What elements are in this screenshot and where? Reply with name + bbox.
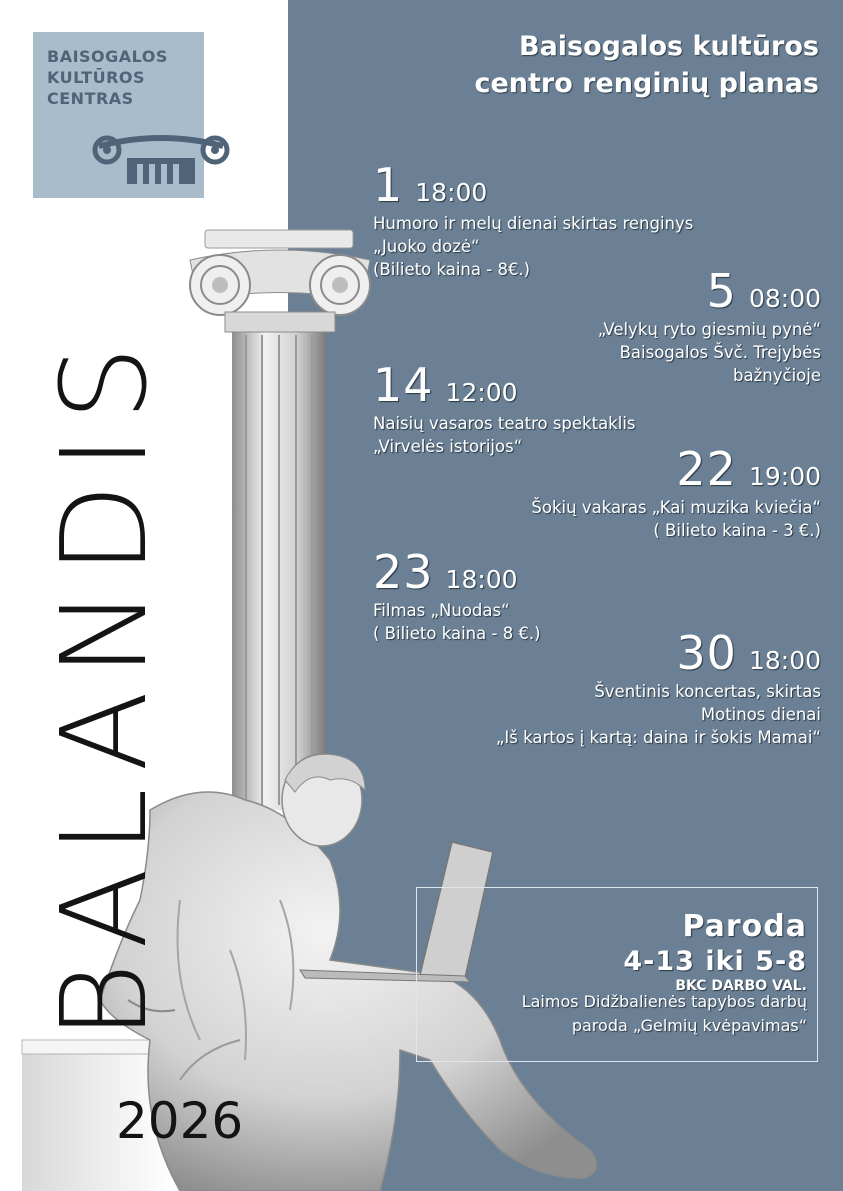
event-day: 14 xyxy=(373,358,434,412)
event-time: 18:00 xyxy=(415,178,488,207)
year: 2026 xyxy=(116,1092,244,1150)
event-line: (Bilieto kaina - 8€.) xyxy=(373,260,531,279)
event-time: 18:00 xyxy=(748,646,821,675)
page-title xyxy=(474,28,819,102)
event-line: ( Bilieto kaina - 3 €.) xyxy=(653,521,821,540)
event-22 xyxy=(531,442,821,542)
logo-line-2: KULTŪROS xyxy=(47,68,146,87)
event-line: „Juoko dozė“ xyxy=(373,237,480,256)
page-title-line-1: Baisogalos kultūros xyxy=(519,31,819,62)
exhibition-dates: 4-13 iki 5-8 xyxy=(623,946,807,977)
page-title-line-2: centro renginių planas xyxy=(474,68,819,99)
event-line: ( Bilieto kaina - 8 €.) xyxy=(373,624,541,643)
event-line: Naisių vasaros teatro spektaklis xyxy=(373,414,636,433)
event-day: 5 xyxy=(706,264,737,318)
exhibition-description-line-1: Laimos Didžbalienės tapybos darbų xyxy=(521,992,807,1011)
exhibition-box xyxy=(416,887,818,1062)
event-line: Motinos dienai xyxy=(700,705,821,724)
event-time: 12:00 xyxy=(445,378,518,407)
month-title: BALANDIS xyxy=(35,332,173,1040)
event-line: „Velykų ryto giesmių pynė“ xyxy=(597,320,821,339)
event-14 xyxy=(373,358,636,458)
event-line: bažnyčioje xyxy=(733,366,821,385)
event-line: „Virvelės istorijos“ xyxy=(373,437,523,456)
event-time: 08:00 xyxy=(748,284,821,313)
event-1 xyxy=(373,158,694,281)
ionic-column-icon xyxy=(91,124,231,184)
logo-text xyxy=(47,46,168,109)
left-margin xyxy=(0,0,20,1191)
exhibition-description-line-2: paroda „Gelmių kvėpavimas“ xyxy=(571,1016,807,1035)
event-line: Filmas „Nuodas“ xyxy=(373,601,510,620)
event-time: 19:00 xyxy=(748,462,821,491)
event-line: „Iš kartos į kartą: daina ir šokis Mamai“ xyxy=(495,728,821,747)
exhibition-title: Paroda xyxy=(682,909,807,944)
exhibition-hours: BKC DARBO VAL. xyxy=(675,978,807,994)
ionic-column xyxy=(190,230,370,810)
event-day: 30 xyxy=(676,626,737,680)
logo-line-1: BAISOGALOS xyxy=(47,47,168,66)
event-line: Baisogalos Švč. Trejybės xyxy=(619,343,821,362)
event-day: 23 xyxy=(373,545,434,599)
event-line: Šventinis koncertas, skirtas xyxy=(594,682,821,701)
event-day: 22 xyxy=(676,442,737,496)
logo xyxy=(33,32,204,198)
event-30 xyxy=(495,626,821,749)
event-day: 1 xyxy=(373,158,404,212)
logo-line-3: CENTRAS xyxy=(47,89,134,108)
event-line: Humoro ir melų dienai skirtas renginys xyxy=(373,214,694,233)
event-line: Šokių vakaras „Kai muzika kviečia“ xyxy=(531,498,821,517)
event-time: 18:00 xyxy=(445,565,518,594)
